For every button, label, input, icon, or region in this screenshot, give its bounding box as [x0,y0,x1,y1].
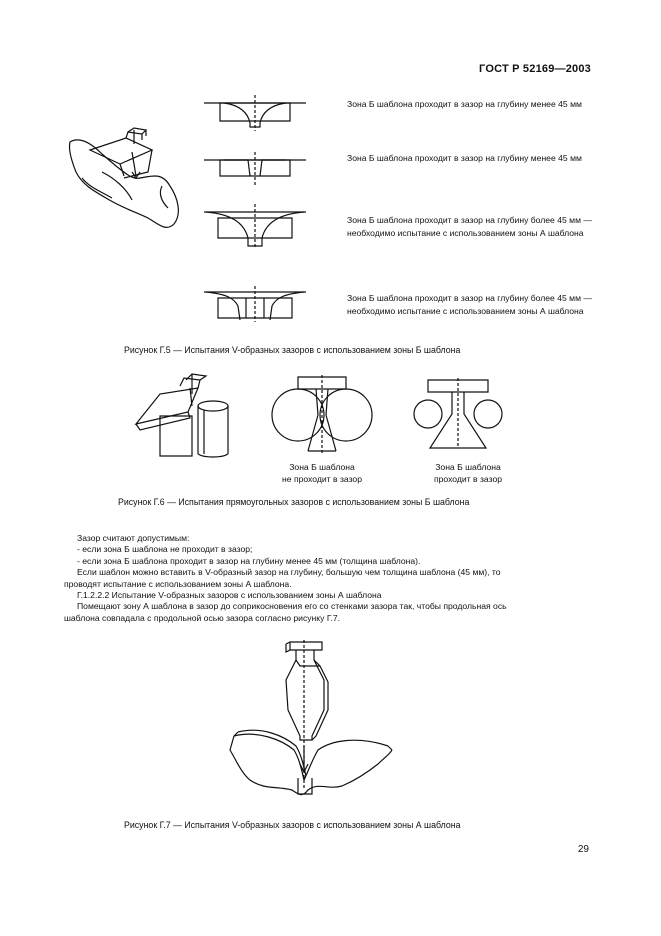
figure-g6-section-left [268,375,376,457]
page-number: 29 [577,844,589,855]
figure-g6-label-left-line2: не проходит в зазор [282,473,362,484]
figure-g6-label-right-line2: проходит в зазор [433,473,503,484]
body-line-2: - если зона Б шаблона не проходит в зазор; [77,544,253,555]
figure-g5-section-3 [200,202,310,252]
figure-g5-section-2 [200,150,310,190]
figure-g7-caption: Рисунок Г.7 — Испытания V-образных зазоров с использованием зоны А шаблона [124,820,461,830]
body-line-7: Помещают зону А шаблона в зазор до соприкосновения его со стенками зазора так, чтобы продольная ось [77,601,507,612]
figure-g5-note-4: Зона Б шаблона проходит в зазор на глубину более 45 мм — необходимо испытание с использованием зоны А шаблона [347,293,592,316]
body-line-6: Г.1.2.2.2 Испытание V-образных зазоров с использованием зоны А шаблона [77,590,382,601]
figure-g6-perspective-drawing [132,372,242,456]
figure-g5-caption: Рисунок Г.5 — Испытания V-образных зазоров с использованием зоны Б шаблона [124,345,461,355]
figure-g6-caption: Рисунок Г.6 — Испытания прямоугольных зазоров с использованием зоны Б шаблона [118,497,470,507]
figure-g5-note-1: Зона Б шаблона проходит в зазор на глубину менее 45 мм [347,99,582,109]
figure-g6-label-left-line1: Зона Б шаблона [289,462,355,472]
figure-g5-perspective-drawing [62,128,192,233]
figure-g7-drawing [228,640,398,805]
figure-g5-section-1 [200,93,310,135]
figure-g5-note-3: Зона Б шаблона проходит в зазор на глубину более 45 мм — необходимо испытание с использованием зоны А шаблона [347,215,592,238]
body-line-3: - если зона Б шаблона проходит в зазор на глубину менее 45 мм (толщина шаблона). [77,555,421,566]
figure-g6-label-right-line1: Зона Б шаблона [435,462,501,472]
body-line-5: проводят испытание с использованием зоны А шаблона. [64,578,292,589]
body-line-4: Если шаблон можно вставить в V-образный зазор на глубину, большую чем толщина шаблона (45 мм), то [77,567,501,578]
figure-g5-note-2: Зона Б шаблона проходит в зазор на глубину менее 45 мм [347,153,582,163]
document-header: ГОСТ Р 52169—2003 [479,63,591,75]
body-line-8: шаблона совпадала с продольной осью зазора согласно рисунку Г.7. [64,612,340,623]
figure-g6-label-right [403,462,533,485]
body-line-1: Зазор считают допустимым: [77,533,190,543]
figure-g6-section-right [408,378,508,458]
figure-g5-section-4 [200,286,310,324]
body-text [64,533,583,624]
figure-g6-label-left [257,462,387,485]
